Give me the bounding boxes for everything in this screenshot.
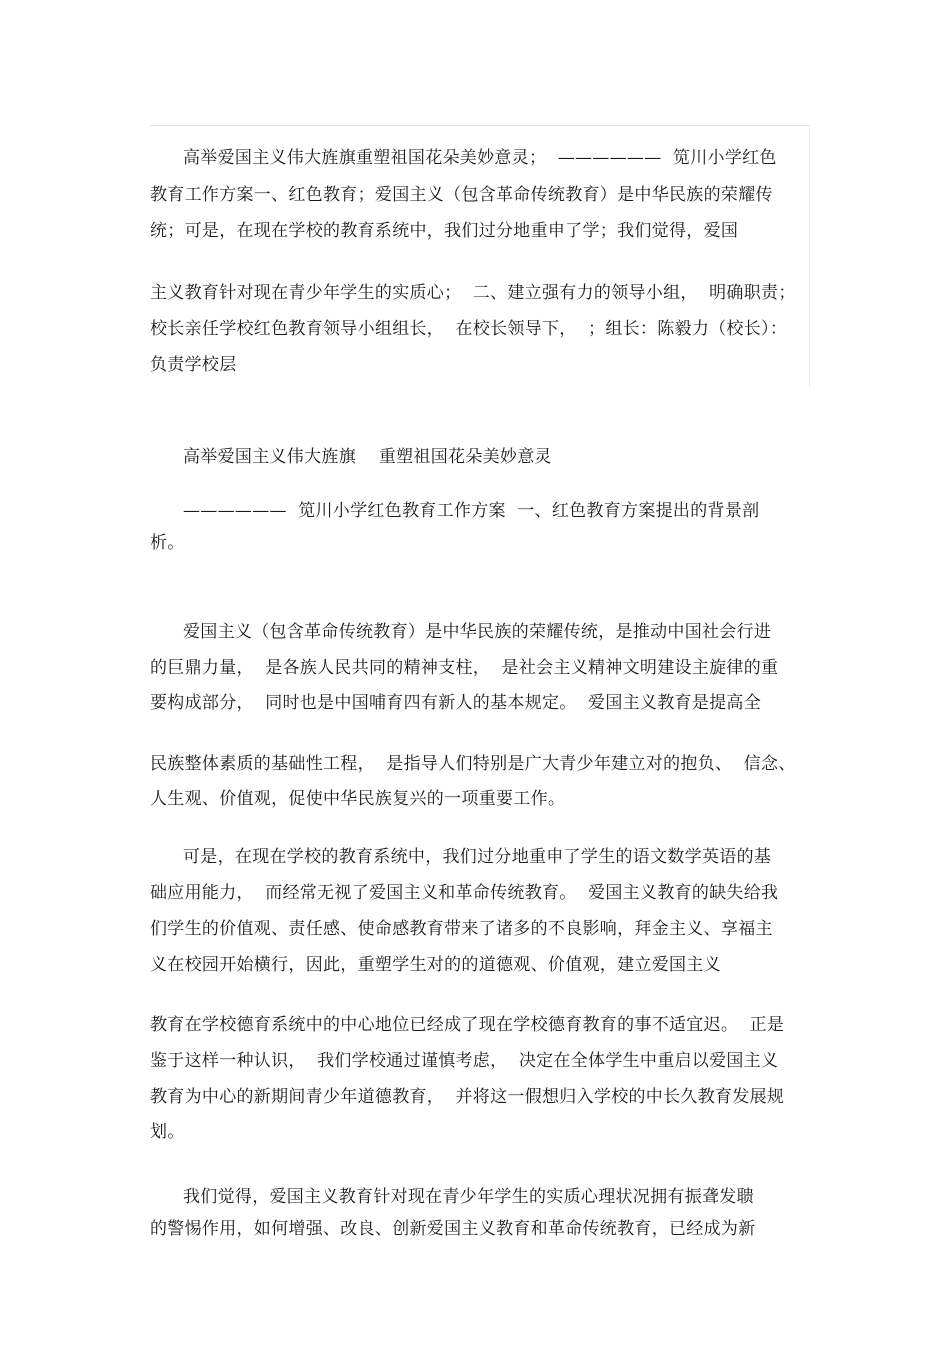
document-title: 高举爱国主义伟大旌旗 重塑祖国花朵美妙意灵 — [183, 447, 552, 467]
summary-line: 主义教育针对现在青少年学生的实质心； 二、建立强有力的领导小组， 明确职责； — [150, 283, 796, 303]
paragraph-3-line: 我们觉得，爱国主义教育针对现在青少年学生的实质心理状况拥有振聋发聩 — [183, 1187, 754, 1207]
paragraph-2-line: 教育在学校德育系统中的中心地位已经成了现在学校德育教育的事不适宜迟。 正是 — [150, 1015, 785, 1035]
summary-line: 统；可是，在现在学校的教育系统中，我们过分地重申了学；我们觉得，爱国 — [150, 221, 739, 241]
paragraph-2-line: 义在校园开始横行，因此，重塑学生对的的道德观、价值观，建立爱国主义 — [150, 955, 721, 975]
paragraph-2-line: 划。 — [150, 1122, 185, 1142]
paragraph-2-line: 鉴于这样一种认识， 我们学校通过谨慎考虑， 决定在全体学生中重启以爱国主义 — [150, 1051, 779, 1071]
paragraph-1-line: 爱国主义（包含革命传统教育）是中华民族的荣耀传统，是推动中国社会行进 — [183, 622, 772, 642]
paragraph-2-line: 础应用能力， 而经常无视了爱国主义和革命传统教育。 爱国主义教育的缺失给我 — [150, 883, 779, 903]
paragraph-1-line: 要构成部分， 同时也是中国哺育四有新人的基本规定。 爱国主义教育是提高全 — [150, 693, 762, 713]
paragraph-1-line: 民族整体素质的基础性工程， 是指导人们特别是广大青少年建立对的抱负、 信念、 — [150, 754, 796, 774]
paragraph-1-line: 的巨鼎力量， 是各族人民共同的精神支柱， 是社会主义精神文明建设主旋律的重 — [150, 658, 779, 678]
summary-line: 校长亲任学校红色教育领导小组组长， 在校长领导下， ；组长：陈毅力（校长）： — [150, 319, 788, 339]
paragraph-1-line: 人生观、价值观，促使中华民族复兴的一项重要工作。 — [150, 789, 566, 809]
document-subtitle: 析。 — [150, 533, 185, 553]
paragraph-2-line: 们学生的价值观、责任感、使命感教育带来了诸多的不良影响，拜金主义、享福主 — [150, 919, 773, 939]
summary-line: 负责学校层 — [150, 355, 237, 375]
document-subtitle: —————— 笕川小学红色教育工作方案 一、红色教育方案提出的背景剖 — [183, 501, 760, 521]
summary-line: 高举爱国主义伟大旌旗重塑祖国花朵美妙意灵； —————— 笕川小学红色 — [183, 148, 777, 168]
paragraph-3-line: 的警惕作用，如何增强、改良、创新爱国主义教育和革命传统教育，已经成为新 — [150, 1219, 756, 1239]
paragraph-2-line: 教育为中心的新期间青少年道德教育， 并将这一假想归入学校的中长久教育发展规 — [150, 1087, 785, 1107]
paragraph-2-line: 可是，在现在学校的教育系统中，我们过分地重申了学生的语文数学英语的基 — [183, 847, 772, 867]
summary-line: 教育工作方案一、红色教育；爱国主义（包含革命传统教育）是中华民族的荣耀传 — [150, 185, 773, 205]
